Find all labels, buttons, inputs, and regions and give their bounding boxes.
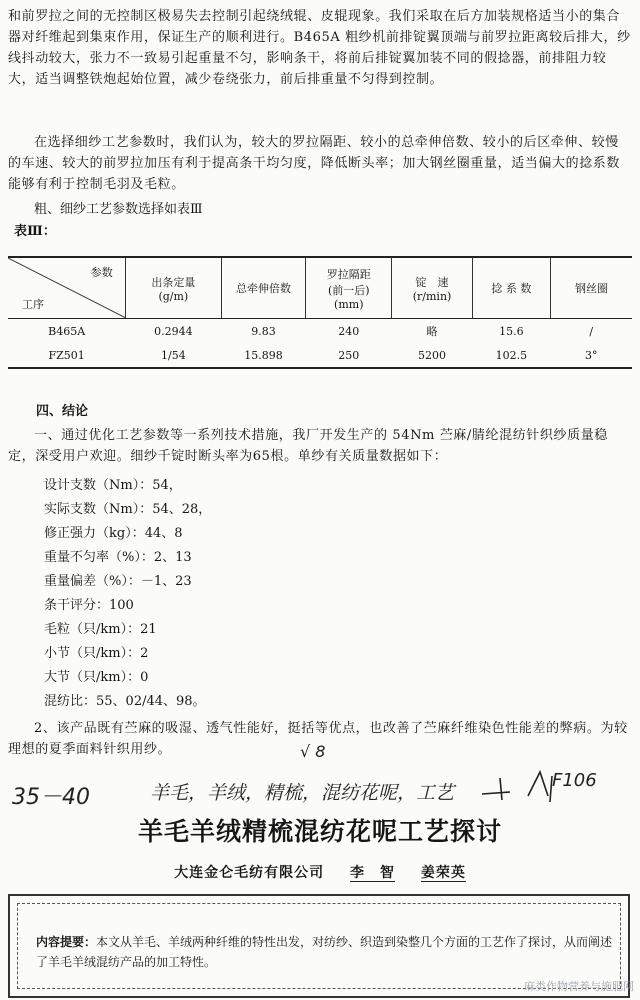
- handwritten-keywords: 羊毛，羊绒，精梳，混纺花呢，工艺: [150, 782, 455, 804]
- spec-line: 设计支数（Nm）：54，: [44, 478, 182, 493]
- cell-twist-factor: 102.5: [495, 348, 528, 362]
- header-total-draft: 总牵伸倍数: [221, 257, 305, 319]
- spec-line: 重量不匀率（%）：2、13: [44, 550, 192, 565]
- cell-total-draft: 15.898: [244, 348, 283, 362]
- body-paragraph-2: 在选择细纱工艺参数时，我们认为，较大的罗拉隔距、较小的总牵伸倍数、较小的后区牵伸、较慢的车速、较大的前罗拉加压有利于提高条干均匀度，降低断头率；加大钢丝圈重量，适当偏大的捻系数能够有利于控制毛羽及毛粒。: [8, 135, 621, 192]
- handwritten-marks: √ 8: [300, 742, 326, 761]
- conclusion-heading: 四、结论: [36, 404, 89, 419]
- cell-roller-gauge: 250: [338, 348, 360, 362]
- corner-top-label: 参数: [90, 266, 113, 279]
- cell-spindle-speed: 5200: [418, 348, 447, 362]
- cell-sliver-weight: 1/54: [160, 348, 186, 362]
- spec-line: 毛粒（只/km）：21: [44, 622, 157, 637]
- author-1: 李 智: [350, 865, 395, 881]
- spec-line: 重量偏差（%）：－1、23: [44, 574, 192, 589]
- spec-line: 条干评分：100: [44, 598, 134, 613]
- cell-sliver-weight: 0.2944: [154, 324, 193, 338]
- cell-traveller: /: [589, 324, 594, 338]
- spec-line: 小节（只/km）：2: [44, 646, 149, 661]
- cell-process: FZ501: [48, 348, 85, 362]
- cell-roller-gauge: 240: [338, 324, 360, 338]
- author-2: 姜荣英: [420, 865, 466, 881]
- header-sliver-weight: 出条定量 (g/m): [125, 257, 221, 319]
- header-traveller: 钢丝圈: [551, 257, 633, 319]
- affiliation: 大连金仑毛纺有限公司: [174, 865, 325, 881]
- spec-line: 大节（只/km）：0: [44, 670, 149, 685]
- corner-bottom-label: 工序: [22, 298, 44, 311]
- conclusion-paragraph-1: 一、通过优化工艺参数等一系列技术措施，我厂开发生产的 54Nm 苎麻/腈纶混纺针织纱质量稳定，深受用户欢迎。细纱千锭时断头率为65根。单纱有关质量数据如下：: [8, 428, 608, 464]
- table-header-row: [8, 257, 632, 319]
- article-title: 羊毛羊绒精梳混纺花呢工艺探讨: [137, 817, 502, 846]
- header-spindle-speed: 锭 速 (r/min): [392, 257, 472, 319]
- table-intro: 粗、细纱工艺参数选择如表Ⅲ: [34, 202, 203, 217]
- cell-twist-factor: 15.6: [499, 324, 524, 338]
- table-caption: 表Ⅲ：: [14, 224, 56, 239]
- cell-process: B465A: [48, 324, 86, 338]
- table-corner-cell: [8, 257, 125, 319]
- cell-spindle-speed: 略: [426, 325, 438, 338]
- handwritten-page-range: 35－40: [12, 785, 90, 810]
- abstract-text: 本文从羊毛、羊绒两种纤维的特性出发，对纺纱、织造到染整几个方面的工艺作了探讨，从而阐述了羊毛羊绒混纺产品的加工特性。: [36, 935, 613, 969]
- handwritten-code: F106: [552, 770, 597, 791]
- header-twist-factor: 捻 系 数: [472, 257, 550, 319]
- spec-line: 混纺比：55、02/44、98。: [44, 694, 206, 709]
- cell-traveller: 3°: [585, 348, 598, 362]
- abstract-label: 内容提要：: [36, 935, 97, 949]
- process-parameter-table: [8, 256, 632, 369]
- abstract: [36, 932, 616, 972]
- header-roller-gauge: 罗拉隔距 (前一后) (mm): [306, 257, 392, 319]
- cell-total-draft: 9.83: [251, 324, 276, 338]
- watermark: 麻类作物营养与施肥网: [524, 980, 634, 993]
- spec-line: 修正强力（kg）：44、8: [44, 526, 183, 541]
- conclusion-paragraph-2: 2、该产品既有苎麻的吸湿、透气性能好，挺括等优点，也改善了苎麻纤维染色性能差的弊病。为较理想的夏季面料针织用纱。: [8, 721, 628, 757]
- article-byline: [0, 862, 640, 882]
- table-row: [8, 319, 632, 344]
- spec-line: 实际支数（Nm）：54、28，: [44, 502, 212, 517]
- handwritten-strokes: [470, 766, 640, 806]
- body-paragraph-1: 和前罗拉之间的无控制区极易失去控制引起绕绒辊、皮辊现象。我们采取在后方加装规格适当小的集合器对纤维起到集束作用，保证生产的顺利进行。B465A 粗纱机前排锭翼顶端与前罗拉距离较后排大，纱线抖动较大，张力不一致易引起重量不匀，影响条干，将前后排锭翼加装不同的假捻器，前排阻力较大，适当调整铁炮起始位置，减少卷绕张力，前后排重量不匀得到控制。: [8, 9, 631, 87]
- table-row: [8, 343, 632, 368]
